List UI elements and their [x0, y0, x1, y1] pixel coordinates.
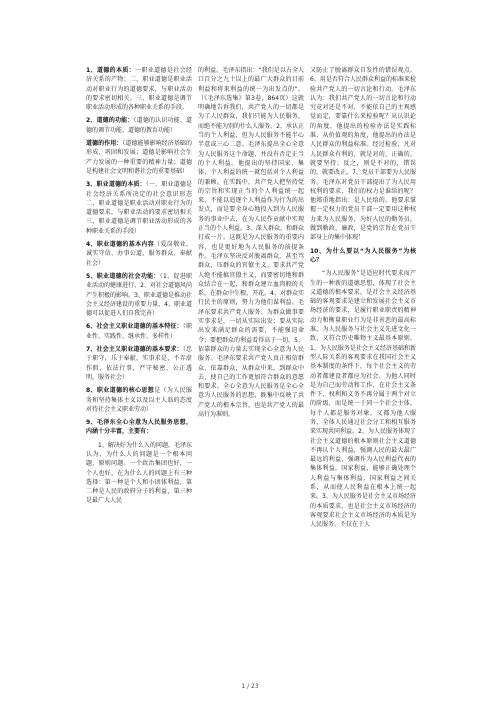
section-heading: 2、道德的功能：: [86, 117, 134, 125]
page-number: 1 / 23: [241, 683, 259, 690]
column-middle: [198, 66, 304, 423]
paragraph: 的利益。毛泽东指出：“我们是以占全人口百分之九十以上的最广大群众的目前利益和将来利益的统一为出发点的”。（《毛泽东选集》第3卷，864页）这就明确地告诉我们，共产党人的一切都是为了人民群众，我们只能为人民服务，而绝不能为别的什么人服务。2、承认正当的个人利益，但为人民服务不能半心半意或三心二意。毛泽东提出全心全意为人民服务这个命题，并没有否定正当的个人利益。他提出的坚持国家、集体、个人利益的统一就包括对个人利益的兼顾。在实践中，共产党人把坚持党的宗旨和实现正当的个人利益统一起来，不能以追逐个人利益作为行为的出发点，而是要全身心地投入到为人民服务的事业中去，在为人民作贡献中实现正当的个人利益。3、深入群众，和群众打成一片。这既是为人民服务的重要内容，也是更好地为人民服务的前提条件。毛泽东坚决反对脱离群众，甚至骂群众，压群众的官僚主义。要求共产党人绝不能搞官僚主义，而要密切地和群众结合在一起，和群众建立血肉般的关系，在群众中生根、开花。4、对群众实行民主的原则，努力为他们谋利益。毛泽东要求共产党人服务、为群众做事要实事求是，一切从实际出发；要从实际出发来满足群众的需要，不能强迫命令；要把群众的利益看得高于一切。5、依靠群众的力量去实现全心全意为人民服务。毛泽东要求共产党人真正相信群众、依靠群众，从群众中来，到群众中去，使自己的工作更加符合群众的意愿和要求。全心全意为人民服务是全心全意为人民服务的思想，既集中反映了共产党人的根本宗旨，也是共产党人的最高行为准则。: [198, 67, 304, 418]
section-text: 是（为人民服务和坚持集体主义以及以主人翁的态度对待社会主义职业劳动）: [86, 387, 192, 413]
section-text: （忠于职守，乐于奉献，实事求是，不弄虚作假，依法行事，严守秘密，公正透明，服务社会）: [86, 346, 192, 381]
section-5: [86, 272, 192, 318]
section-text: （一、职业道德是社会经济关系所决定的社会意识形态二、职业道德是职业活动对职业行为的道德要求，与职业活动的要求密切相关三、职业道德是调节职业活动形成的各种职业关系的手段）: [86, 181, 192, 235]
section-8: [86, 386, 192, 414]
section-text: （爱岗敬业，诚实守信、办事公道、服务群众、奉献社会）: [86, 241, 192, 267]
section-text: （道德能够影响经济基础的形成、巩固和发展；道德是影响社会生产力发展的一种重要的精神力量；道德是构建社会文明和谐社会的重要基础）: [86, 140, 192, 175]
section-7: [86, 345, 192, 382]
section-2: [86, 116, 192, 135]
section-3: [86, 180, 192, 236]
section-heading: 8、职业道德的核心思想: [86, 387, 155, 395]
section-6: [86, 322, 192, 341]
paragraph: “为人民服务”是适应时代要求而产生的一种新的道德思想，体现了社会主义道德的根本要求，是社会主义经济基础的客观要求是建立和发展社会主义市场经济的要求，是履行职业职责的精神动力和衡量职业行为是非善恶的最高标准。为人民服务与社会主义先进文化一致，又符合历史唯物主义最基本原则。1、为人民服务是社会主义经济基础和新型人际关系的客观要求在我国社会主义基本制度的条件下，每个社会主义的劳动者都建设者都应为社会、为他人同时是为自己而劳动和工作，在社会主义条件下，权利和义务不再分属于两个对立的阶级，而是统一于同一个社会主体，每个人都是服务对象，又都为他人服务，全体人民通过社会分工和相互服务来实现共同利益。2、为人民服务体现了社会主义道德的根本原则社会主义道德不再认个人利益，强调人民的最大最广最远的利益，强调作为人民利益代表的集体利益。国家利益，能够正确处理个人利益与集体利益、国家利益之间关系，从而使人民利益在根本上统一起来。3、为人民服务是社会主义市场经济的本质要求，也是社会主义市场经济的客观要求社会主义市场经济的本质是为人民服务，不仅在于人: [310, 270, 416, 529]
section-heading: 4、职业道德的基本内容: [86, 241, 155, 249]
section-heading: 1、道德的本质：: [86, 67, 136, 74]
paragraph: 又防止了脱离群众自发性的错误观点。6、用是否符合人民群众利益的标准来检验共产党人的一切言论和行动。毛泽东认为：我们共产党人的一切言论和行动究竟对还是不对，不能依自己的主观感觉而定，要靠什么来检验呢？从认识论的角度，他提出的检验办法是实践标准，从价值观的角度，他提出的办法是人民群众的利益标准。经过检验，凡对人民群众有利的，就是对的，正确的，就要坚持；反之，则是不对的，错误的，就要改正。7、党员干部要为人民服务。毛泽东对党员干部提出了为人民用权利的要求，我们的权力是谁给的呢？他郑重地指出：是人民给的。他要求掌握一定权力的党员干部一定要用这种权力来为人民服务，为好人民的勤务员，做到勤政、廉政，是党的宗旨在党员干部身上的集中体现！: [310, 67, 416, 242]
section-9: [86, 418, 192, 437]
column-right: [310, 66, 416, 534]
section-text: 一职业道德是社会经济关系的产物；二、职业道德是职业活动对职业行为的道德要求，与职业活动的要求密切相关。三、职业道德是调节职业活动形成的各种职业关系的手段。: [86, 67, 192, 112]
section-heading: 9、毛泽东全心全意为人民服务思想，内涵十分丰富，主要有：: [86, 419, 192, 436]
section-heading: 7、社会主义职业道德的基本要求：: [86, 346, 183, 354]
column-left: [86, 66, 192, 510]
section-heading: 3、职业道德的本质：: [86, 181, 146, 189]
section-2b: [86, 139, 192, 176]
section-heading: 6、社会主义职业道德的基本特征：: [86, 323, 183, 331]
section-text: 1、解决好为什么人的问题。毛泽东认为，为什么人的问题是一个根本问题，原则问题。一个政治集团也好，一个人也好，在为什么人的问题上有三种选择：第一种是个人和小团体利益，第二种是人民的政府分子的利益，第三种是最广大人民: [86, 441, 192, 505]
section-heading: 5、职业道德的社会功能：: [86, 272, 160, 280]
section-text: （职业性、实践性、继承性、多样性）: [86, 323, 192, 340]
section-10-heading: 10、为什么要以“为人民服务”为核心？: [310, 247, 416, 264]
section-text: （道德的认识功能、道德的调节功能、道德的教育功能）: [86, 117, 192, 134]
document-page: [86, 66, 416, 678]
section-text: （1、促进职业活动的健康进行，2、对社会道德风尚产生积极的影响。3、职业道德是推动社会主义经济建设的重要力量，4、职业道德可以促进人们自我完善）: [86, 272, 192, 318]
section-1: [86, 66, 192, 112]
section-4: [86, 240, 192, 268]
section-heading: 道德的作用：: [86, 140, 123, 148]
section-9-body: [86, 441, 192, 506]
